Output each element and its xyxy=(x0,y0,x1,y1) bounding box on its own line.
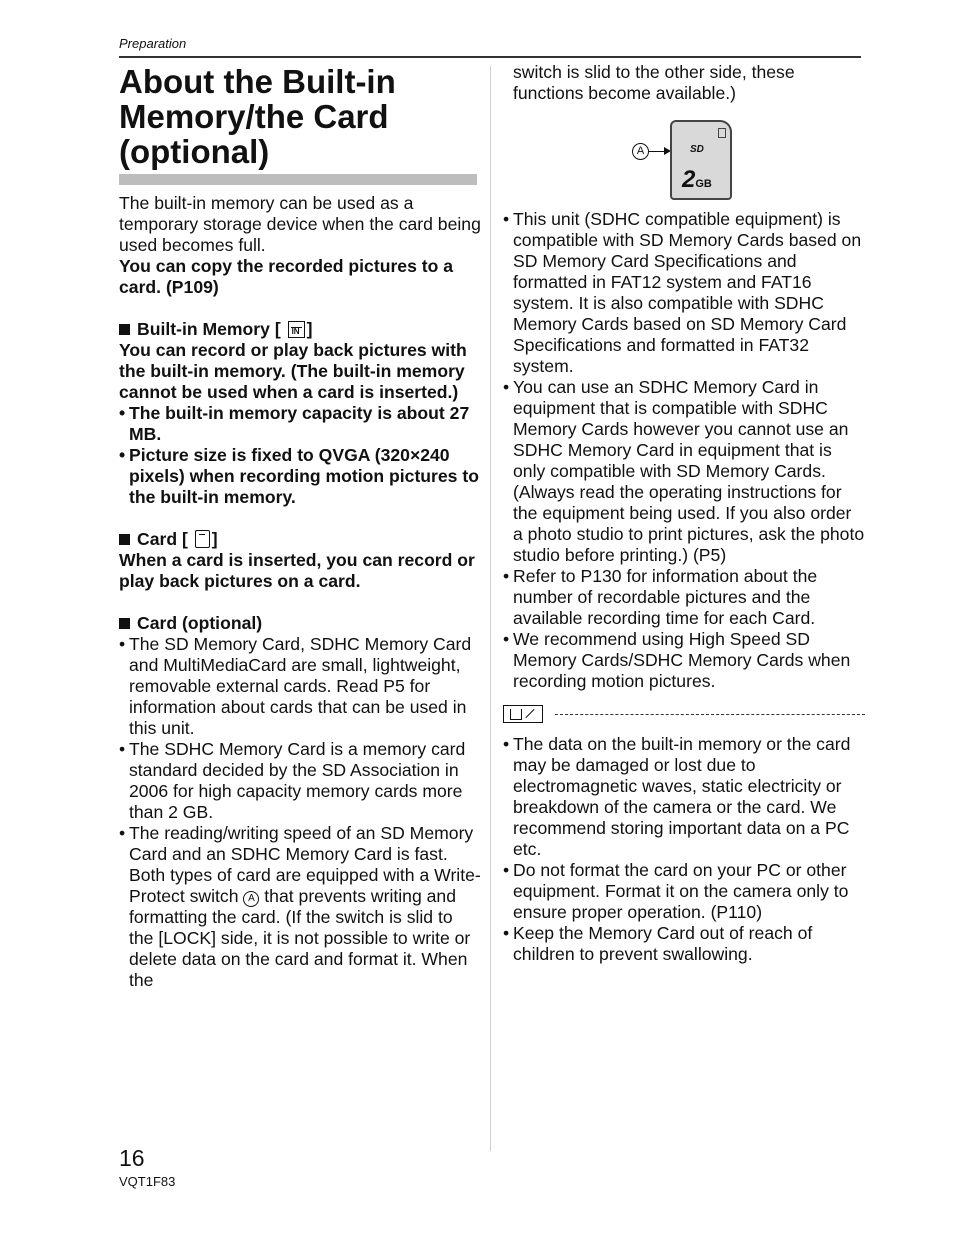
arrow-icon xyxy=(649,151,669,152)
sd-card-illustration xyxy=(670,120,732,200)
intro-copy-note: You can copy the recorded pictures to a card. (P109) xyxy=(119,256,454,297)
dashed-line xyxy=(555,714,865,715)
builtin-memory-text: You can record or play back pictures with the built-in memory. (The built-in memory cannot be used when a card is inserted.) xyxy=(119,340,467,402)
list-item: • You can use an SDHC Memory Card in equipment that is compatible with SDHC Memory Cards however you cannot use an SDHC Memory Card in equipment that is only compatible with SD Memory Cards. (Always read the operating instructions for the equipment being used. If you also order a photo studio to print pictures, ask the photo studio before printing.) (P5) xyxy=(503,377,865,565)
page-title: About the Built-in Memory/the Card (optional) xyxy=(119,63,396,170)
list-item: • The SD Memory Card, SDHC Memory Card and MultiMediaCard are small, lightweight, removable external cards. Read P5 for information about cards that can be used in this unit. xyxy=(119,634,472,738)
page-number: 16 xyxy=(119,1145,145,1171)
left-column xyxy=(119,193,481,991)
square-bullet-icon xyxy=(119,534,130,545)
right-column-bullets xyxy=(503,209,865,965)
card-heading: Card [ ] xyxy=(119,529,481,550)
marker-a: A xyxy=(632,143,649,160)
write-protect-switch xyxy=(718,128,726,138)
square-bullet-icon xyxy=(119,618,130,629)
card-optional-heading: Card (optional) xyxy=(119,613,481,634)
column-divider xyxy=(490,66,491,1151)
list-item: • This unit (SDHC compatible equipment) is compatible with SD Memory Cards based on SD Memory Card Specifications and formatted in FAT12 system and FAT16 system. It is also compatible with SDHC Memory Cards based on SD Memory Card Specifications and formatted in FAT32 system. xyxy=(503,209,862,376)
card-icon xyxy=(195,530,210,548)
list-item: • The SDHC Memory Card is a memory card standard decided by the SD Association in 2006 for high capacity memory cards more than 2 GB. xyxy=(119,739,466,822)
sd-logo: SD xyxy=(690,144,704,155)
list-item: • The data on the built-in memory or the card may be damaged or lost due to electromagnetic waves, static electricity or breakdown of the camera or the card. We recommend storing important data on a PC etc. xyxy=(503,734,851,859)
document-code: VQT1F83 xyxy=(119,1174,176,1189)
square-bullet-icon xyxy=(119,324,130,335)
list-item: • The reading/writing speed of an SD Memory Card and an SDHC Memory Card is fast. Both types of card are equipped with a Write-Protect switch A that prevents writing and formatting the card. (If the switch is slid to the [LOCK] side, it is not possible to write or delete data on the card and format it. When the xyxy=(119,823,481,990)
write-protect-continuation: switch is slid to the other side, these functions become available.) xyxy=(513,62,795,103)
title-underline-bar xyxy=(119,174,477,185)
sd-card-figure xyxy=(632,118,742,204)
builtin-memory-heading: Built-in Memory [ IN ] xyxy=(119,319,481,340)
list-item: • The built-in memory capacity is about 27 MB. xyxy=(119,403,470,444)
right-column xyxy=(503,62,865,104)
card-text: When a card is inserted, you can record or play back pictures on a card. xyxy=(119,550,475,591)
marker-a: A xyxy=(243,891,259,907)
header-rule xyxy=(119,56,861,58)
list-item: • Refer to P130 for information about the number of recordable pictures and the available recording time for each Card. xyxy=(503,566,818,628)
built-in-memory-icon: IN xyxy=(288,321,305,338)
note-separator xyxy=(503,702,865,726)
section-label: Preparation xyxy=(119,36,187,51)
list-item: • We recommend using High Speed SD Memory Cards/SDHC Memory Cards when recording motion pictures. xyxy=(503,629,851,691)
list-item: • Keep the Memory Card out of reach of children to prevent swallowing. xyxy=(503,923,813,964)
note-icon xyxy=(503,705,543,723)
card-capacity-label: 2GB xyxy=(682,166,712,193)
intro-text: The built-in memory can be used as a temporary storage device when the card being used becomes full. xyxy=(119,193,481,255)
list-item: • Picture size is fixed to QVGA (320×240 pixels) when recording motion pictures to the built-in memory. xyxy=(119,445,479,507)
list-item: • Do not format the card on your PC or other equipment. Format it on the camera only to ensure proper operation. (P110) xyxy=(503,860,849,922)
